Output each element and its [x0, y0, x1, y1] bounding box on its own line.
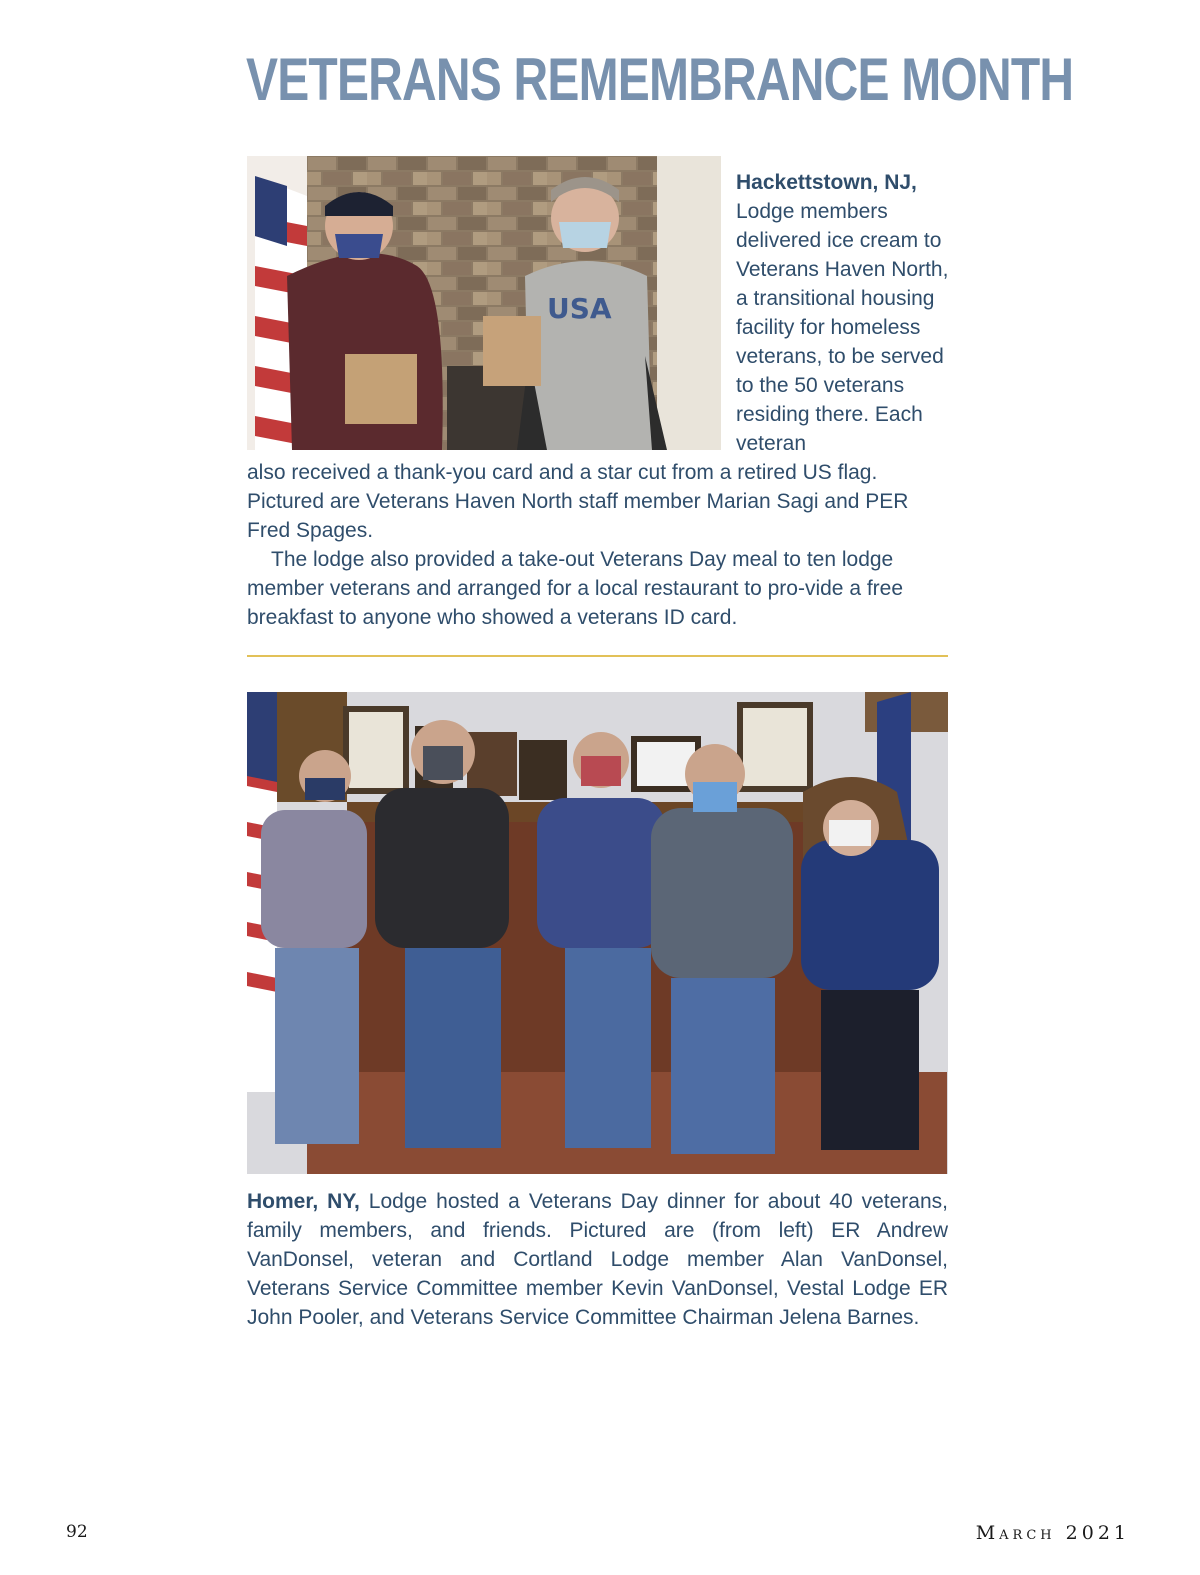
- hackettstown-continued-text: also received a thank-you card and a star cut from a retired US flag. Pictured are Veterans Haven North staff member Marian Sagi and PER Fred Spages.: [247, 461, 909, 542]
- hackettstown-side-text: [736, 168, 950, 458]
- hackettstown-side-body: Lodge members delivered ice cream to Veterans Haven North, a transitional housing facility for homeless veterans, to be served to the 50 veterans residing there. Each veteran: [736, 200, 949, 455]
- page-title: VETERANS REMEMBRANCE MONTH: [246, 46, 1074, 113]
- homer-caption: [247, 1187, 948, 1332]
- homer-location: Homer, NY,: [247, 1190, 360, 1213]
- photo-homer: [247, 692, 948, 1174]
- section-divider: [247, 655, 948, 657]
- photo-hackettstown: [247, 156, 721, 450]
- hackettstown-paragraph-2: The lodge also provided a take-out Veterans Day meal to ten lodge member veterans and arranged for a local restaurant to pro-vide a free breakfast to anyone who showed a veterans ID card.: [247, 548, 904, 629]
- svg-text:USA: USA: [547, 292, 612, 325]
- hackettstown-location: Hackettstown, NJ,: [736, 171, 917, 194]
- page-number: 92: [66, 1522, 88, 1542]
- issue-date: March 2021: [975, 1522, 1130, 1544]
- homer-caption-body: Lodge hosted a Veterans Day dinner for about 40 veterans, family members, and friends. Pictured are (from left) ER Andrew VanDonsel, veteran and Cortland Lodge member Alan VanDonsel, Veterans Service Committee member Kevin VanDonsel, Vestal Lodge ER John Pooler, and Veterans Service Committee Chairman Jelena Barnes.: [247, 1190, 948, 1329]
